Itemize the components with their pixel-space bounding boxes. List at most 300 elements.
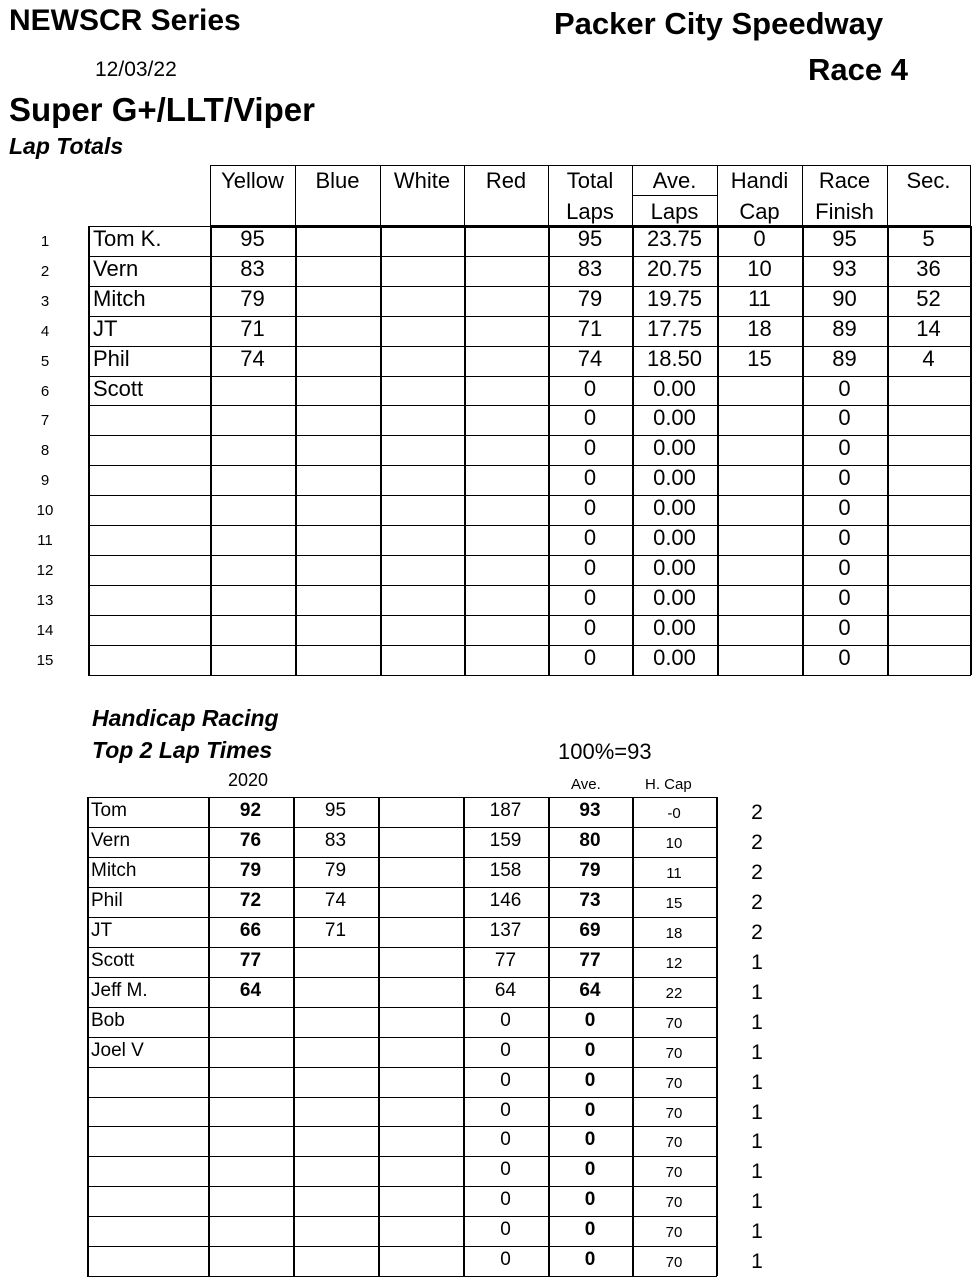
- hc-count: 2: [751, 830, 763, 854]
- lap-cell-handicap: [717, 643, 802, 673]
- hc-cell-ave: 73: [579, 889, 601, 911]
- hc-cell-sum: 77: [494, 949, 517, 971]
- lap-cell-finish: 0: [838, 644, 851, 670]
- lap-cell-name: [88, 493, 210, 523]
- lap-cell-finish: 0: [838, 435, 851, 461]
- hc-cell-t2020: [208, 1245, 293, 1275]
- hc-count: 1: [751, 1130, 763, 1154]
- lap-cell-handicap: [717, 553, 802, 583]
- hc-cell-sum: 158: [489, 859, 522, 881]
- lap-cell-ave: 0.00: [653, 584, 696, 610]
- hc-count: 2: [751, 801, 763, 824]
- lap-cell-white: [380, 403, 464, 433]
- hc-cell-name: Tom: [91, 800, 127, 821]
- header-7-top: Race: [818, 168, 871, 193]
- lap-cell-name: Mitch: [93, 285, 146, 311]
- row-number: 15: [36, 651, 54, 669]
- lap-cell-handicap: [717, 433, 802, 463]
- hc-cell-name: Bob: [91, 1009, 125, 1031]
- lap-cell-total: 0: [583, 435, 597, 461]
- lap-cell-ave: 0.00: [653, 435, 696, 461]
- hc-cell-name: [87, 1125, 208, 1155]
- hc-cell-sum: 0: [500, 1009, 511, 1031]
- hc-cell-blank: [378, 1155, 463, 1185]
- lap-cell-red: [464, 583, 548, 613]
- lap-cell-handicap: 18: [747, 315, 772, 341]
- lap-cell-blue: [295, 224, 380, 254]
- hc-cell-hcap: 70: [665, 1104, 683, 1122]
- lap-cell-white: [380, 314, 464, 344]
- hc-cell-t2: 71: [324, 919, 347, 941]
- lap-cell-white: [380, 224, 464, 254]
- lap-cell-blue: [295, 403, 380, 433]
- lap-cell-white: [380, 374, 464, 404]
- lap-cell-finish: 89: [832, 345, 857, 371]
- lap-cell-white: [380, 284, 464, 314]
- lap-cell-handicap: [717, 403, 802, 433]
- lap-totals-title: Lap Totals: [9, 133, 124, 159]
- lap-cell-red: [464, 463, 548, 493]
- lap-cell-white: [380, 344, 464, 374]
- hc-count: 1: [751, 1040, 763, 1064]
- lap-cell-total: 0: [583, 405, 597, 431]
- hc-count: 2: [751, 920, 763, 944]
- lap-cell-total: 0: [583, 644, 597, 670]
- hc-cell-t2020: [208, 1066, 293, 1096]
- lap-cell-blue: [295, 433, 380, 463]
- hc-cell-ave: 0: [584, 1189, 596, 1211]
- hc-cell-name: Scott: [91, 949, 135, 971]
- hc-cell-blank: [378, 1185, 463, 1215]
- hc-cell-sum: 0: [500, 1099, 511, 1121]
- lap-cell-white: [380, 613, 464, 643]
- hc-cell-blank: [378, 886, 463, 916]
- lap-cell-total: 0: [583, 375, 597, 401]
- lap-cell-finish: 0: [838, 614, 851, 640]
- lap-cell-name: [88, 643, 210, 673]
- hc-cell-hcap: 70: [665, 1224, 683, 1242]
- hc-cell-name: Mitch: [91, 859, 137, 881]
- lap-cell-yellow: [210, 493, 295, 523]
- hc-cell-blank: [378, 1006, 463, 1036]
- lap-cell-sec: [887, 553, 970, 583]
- hc-cell-t2: [293, 946, 378, 976]
- lap-cell-sec: [887, 643, 970, 673]
- header-5-top: Ave.: [652, 168, 697, 193]
- hc-count: 2: [751, 860, 763, 884]
- header-8-bottom: [887, 196, 970, 226]
- hc-cell-ave: 0: [584, 1009, 596, 1031]
- hc-cell-hcap: 15: [665, 894, 683, 912]
- lap-cell-yellow: [210, 403, 295, 433]
- header-6-top: Handi: [730, 168, 789, 193]
- hc-cell-t2: 95: [324, 800, 347, 821]
- lap-cell-handicap: 11: [748, 285, 771, 311]
- lap-cell-red: [464, 553, 548, 583]
- lap-cell-ave: 18.50: [646, 345, 703, 371]
- lap-cell-yellow: [210, 463, 295, 493]
- hc-cell-sum: 0: [500, 1069, 511, 1091]
- hc-cell-ave: 0: [584, 1249, 596, 1271]
- lap-cell-sec: [887, 403, 970, 433]
- lap-cell-blue: [295, 493, 380, 523]
- lap-cell-yellow: 71: [240, 315, 265, 341]
- lap-cell-yellow: 83: [240, 255, 265, 281]
- hc-cell-hcap: 22: [665, 984, 683, 1002]
- lap-cell-red: [464, 224, 548, 254]
- hc-cell-ave: 64: [579, 979, 601, 1001]
- hc-cell-t2020: [208, 1006, 293, 1036]
- header-8-top: Sec.: [906, 168, 951, 193]
- lap-cell-red: [464, 433, 548, 463]
- hc-cell-hcap: 12: [665, 954, 683, 972]
- lap-cell-total: 0: [583, 614, 597, 640]
- handicap-subtitle: Top 2 Lap Times: [92, 737, 273, 763]
- lap-cell-ave: 0.00: [653, 525, 696, 550]
- hc-cell-name: [87, 1066, 208, 1096]
- lap-cell-white: [380, 254, 464, 284]
- hc-cell-blank: [378, 796, 463, 826]
- row-number: 9: [40, 472, 50, 490]
- row-number: 8: [40, 442, 50, 460]
- percent-note: 100%=93: [558, 739, 652, 764]
- lap-cell-yellow: [210, 553, 295, 583]
- lap-cell-blue: [295, 254, 380, 284]
- lap-cell-red: [464, 344, 548, 374]
- lap-cell-yellow: 95: [240, 226, 265, 251]
- hc-cell-blank: [378, 946, 463, 976]
- lap-cell-ave: 0.00: [653, 405, 696, 431]
- lap-cell-yellow: 79: [240, 285, 265, 311]
- lap-cell-name: [88, 433, 210, 463]
- handicap-title: Handicap Racing: [92, 705, 279, 731]
- lap-cell-name: Tom K.: [93, 226, 162, 251]
- lap-cell-total: 71: [577, 315, 603, 341]
- lap-cell-sec: [887, 374, 970, 404]
- lap-cell-red: [464, 403, 548, 433]
- lap-cell-name: [88, 553, 210, 583]
- lap-cell-sec: 52: [916, 285, 941, 311]
- row-number: 1: [40, 233, 50, 250]
- hc-cell-sum: 0: [500, 1039, 511, 1061]
- hc-cell-ave: 80: [579, 829, 601, 851]
- lap-cell-handicap: 0: [753, 226, 766, 251]
- lap-cell-name: [88, 583, 210, 613]
- hc-cell-t2: 74: [324, 889, 347, 911]
- header-7-bottom: Finish: [815, 199, 874, 224]
- hc-cell-t2: [293, 976, 378, 1006]
- hc-cell-t2: [293, 1155, 378, 1185]
- lap-cell-finish: 0: [838, 495, 851, 521]
- hc-cell-ave: 0: [584, 1219, 596, 1241]
- hc-cell-t2020: 66: [239, 919, 262, 941]
- year-label: 2020: [228, 770, 269, 790]
- lap-cell-yellow: [210, 374, 295, 404]
- hc-cell-sum: 159: [489, 829, 522, 851]
- hc-cell-blank: [378, 1066, 463, 1096]
- hc-cell-ave: 69: [579, 919, 601, 941]
- lap-cell-blue: [295, 553, 380, 583]
- lap-cell-finish: 0: [838, 525, 851, 550]
- lap-cell-finish: 0: [838, 375, 851, 401]
- hc-count: 1: [751, 1250, 763, 1274]
- hc-count: 1: [751, 1220, 763, 1244]
- lap-cell-sec: 5: [922, 226, 935, 251]
- lap-cell-sec: 36: [916, 255, 941, 281]
- hc-cell-ave: 77: [579, 949, 601, 971]
- lap-cell-red: [464, 284, 548, 314]
- lap-cell-handicap: [717, 374, 802, 404]
- hc-cell-t2020: [208, 1185, 293, 1215]
- hc-cell-t2: [293, 1036, 378, 1066]
- lap-cell-sec: [887, 613, 970, 643]
- hc-count: 2: [751, 890, 763, 914]
- lap-cell-white: [380, 583, 464, 613]
- lap-cell-finish: 89: [832, 315, 857, 341]
- hc-cell-name: [87, 1245, 208, 1275]
- lap-cell-name: Scott: [93, 375, 144, 401]
- row-number: 6: [40, 382, 50, 400]
- hc-cell-sum: 0: [500, 1129, 511, 1151]
- hc-cell-t2020: [208, 1155, 293, 1185]
- hc-cell-name: Phil: [91, 889, 123, 911]
- hc-cell-sum: 0: [500, 1219, 511, 1241]
- hc-cell-name: [87, 1185, 208, 1215]
- lap-cell-finish: 0: [838, 554, 851, 580]
- lap-cell-total: 74: [577, 345, 603, 371]
- lap-cell-handicap: [717, 523, 802, 553]
- hc-cell-ave: 0: [584, 1129, 596, 1151]
- hc-cell-hcap: 10: [665, 834, 683, 852]
- hc-cell-t2020: [208, 1096, 293, 1126]
- hc-cell-t2020: 77: [239, 949, 262, 971]
- lap-cell-finish: 0: [838, 465, 851, 491]
- hc-cell-t2020: 79: [239, 859, 262, 881]
- hc-row-divider: [87, 1276, 717, 1277]
- hc-cell-t2020: [208, 1215, 293, 1245]
- lap-cell-white: [380, 523, 464, 553]
- lap-cell-finish: 93: [832, 255, 857, 281]
- header-5-bottom: Laps: [650, 199, 699, 224]
- lap-cell-name: [88, 463, 210, 493]
- row-number: 13: [36, 591, 54, 609]
- lap-cell-red: [464, 643, 548, 673]
- hc-cell-ave: 0: [584, 1159, 596, 1181]
- hc-cell-t2: [293, 1096, 378, 1126]
- row-number: 7: [40, 412, 50, 430]
- race-number: Race 4: [808, 52, 908, 87]
- lap-cell-sec: [887, 433, 970, 463]
- lap-cell-blue: [295, 463, 380, 493]
- hc-cell-hcap: 18: [665, 924, 683, 942]
- header-0-top: Yellow: [221, 168, 284, 193]
- lap-cell-ave: 0.00: [653, 644, 696, 670]
- lap-cell-yellow: [210, 613, 295, 643]
- lap-cell-red: [464, 374, 548, 404]
- lap-cell-white: [380, 553, 464, 583]
- hc-cell-t2: 79: [324, 859, 347, 881]
- hc-cell-name: [87, 1096, 208, 1126]
- lap-cell-total: 95: [577, 226, 603, 251]
- hc-cell-sum: 187: [489, 800, 522, 821]
- lap-cell-yellow: 74: [240, 345, 265, 371]
- lap-cell-blue: [295, 314, 380, 344]
- lap-cell-blue: [295, 583, 380, 613]
- hc-cell-name: Jeff M.: [91, 979, 148, 1001]
- lap-cell-ave: 0.00: [653, 614, 696, 640]
- lap-cell-finish: 0: [838, 405, 851, 431]
- hc-cell-hcap: 70: [665, 1074, 683, 1092]
- hc-cell-hcap: 70: [665, 1134, 683, 1152]
- lap-cell-sec: [887, 583, 970, 613]
- lap-cell-red: [464, 613, 548, 643]
- lap-cell-blue: [295, 523, 380, 553]
- hc-count: 1: [751, 1010, 763, 1034]
- lap-cell-blue: [295, 613, 380, 643]
- lap-cell-handicap: 10: [747, 255, 772, 281]
- track-name: Packer City Speedway: [554, 6, 884, 41]
- hc-cell-hcap: 11: [666, 864, 682, 882]
- hc-count: 1: [751, 950, 763, 974]
- lap-cell-yellow: [210, 583, 295, 613]
- lap-cell-blue: [295, 643, 380, 673]
- hc-cell-t2020: 76: [239, 829, 262, 851]
- header-2-top: White: [393, 168, 451, 193]
- hc-cell-blank: [378, 1245, 463, 1275]
- header-6-bottom: Cap: [739, 199, 780, 224]
- race-date: 12/03/22: [95, 58, 177, 81]
- hc-cell-t2020: [208, 1036, 293, 1066]
- hc-cell-t2020: 72: [239, 889, 262, 911]
- hc-cell-blank: [378, 916, 463, 946]
- hc-cell-name: Vern: [91, 829, 131, 851]
- hc-cell-ave: 0: [584, 1039, 596, 1061]
- lap-cell-finish: 95: [832, 226, 857, 251]
- lap-cell-yellow: [210, 643, 295, 673]
- lap-cell-name: [88, 613, 210, 643]
- hc-cell-name: Joel V: [91, 1039, 144, 1061]
- hc-cell-name: JT: [91, 919, 113, 941]
- hc-cell-name: [87, 1215, 208, 1245]
- row-number: 10: [36, 502, 54, 520]
- header-4-top: Total: [566, 168, 614, 193]
- lap-cell-name: [88, 403, 210, 433]
- class-title: Super G+/LLT/Viper: [9, 91, 315, 128]
- lap-cell-sec: 14: [916, 315, 941, 341]
- lap-cell-red: [464, 254, 548, 284]
- lap-cell-yellow: [210, 523, 295, 553]
- lap-cell-total: 0: [583, 584, 597, 610]
- hc-cell-sum: 0: [500, 1189, 511, 1211]
- hc-cell-ave: 93: [579, 800, 601, 821]
- lap-cell-sec: [887, 523, 970, 553]
- lap-cell-finish: 0: [838, 584, 851, 610]
- lap-cell-handicap: [717, 583, 802, 613]
- row-number: 12: [36, 561, 54, 579]
- lap-cell-sec: [887, 463, 970, 493]
- row-number: 11: [37, 532, 53, 549]
- lap-cell-total: 0: [583, 554, 597, 580]
- header-2-bottom: [380, 196, 464, 226]
- lap-cell-name: [88, 523, 210, 553]
- hc-cell-sum: 0: [500, 1159, 511, 1181]
- hc-cell-t2020: 92: [239, 800, 262, 821]
- lap-cell-yellow: [210, 433, 295, 463]
- hc-cell-hcap: 70: [665, 1254, 683, 1272]
- lap-cell-total: 0: [583, 495, 597, 521]
- hcap-label: H. Cap: [645, 776, 692, 793]
- hc-cell-t2: [293, 1066, 378, 1096]
- hc-cell-ave: 0: [584, 1099, 596, 1121]
- hc-cell-hcap: 70: [665, 1164, 683, 1182]
- lap-cell-ave: 0.00: [653, 465, 696, 491]
- lap-cell-handicap: [717, 493, 802, 523]
- hc-cell-blank: [378, 1036, 463, 1066]
- lap-cell-handicap: 15: [747, 345, 772, 371]
- lap-cell-ave: 0.00: [653, 554, 696, 580]
- lap-cell-total: 83: [577, 255, 603, 281]
- lap-cell-blue: [295, 344, 380, 374]
- header-3-top: Red: [485, 168, 527, 193]
- hc-cell-t2: 83: [324, 829, 347, 851]
- hc-cell-t2020: 64: [239, 979, 262, 1001]
- lap-cell-total: 0: [583, 525, 597, 550]
- lap-cell-total: 79: [577, 285, 603, 311]
- hc-cell-blank: [378, 1125, 463, 1155]
- hc-cell-ave: 0: [584, 1069, 596, 1091]
- header-4-bottom: Laps: [566, 199, 614, 224]
- lap-cell-sec: 4: [922, 345, 935, 371]
- header-3-bottom: [464, 196, 548, 226]
- lap-cell-blue: [295, 374, 380, 404]
- hc-count: 1: [751, 1100, 763, 1124]
- lap-cell-white: [380, 433, 464, 463]
- hc-cell-sum: 64: [494, 979, 517, 1001]
- lap-cell-handicap: [717, 463, 802, 493]
- hc-cell-hcap: 70: [665, 1014, 683, 1032]
- lap-cell-ave: 20.75: [646, 255, 703, 281]
- header-0-bottom: [210, 196, 295, 226]
- row-number: 3: [40, 292, 50, 310]
- hc-cell-t2: [293, 1125, 378, 1155]
- hc-cell-t2: [293, 1006, 378, 1036]
- lap-cell-handicap: [717, 613, 802, 643]
- lap-cell-ave: 0.00: [653, 495, 696, 521]
- hc-cell-t2: [293, 1245, 378, 1275]
- lap-cell-white: [380, 643, 464, 673]
- lap-cell-ave: 23.75: [646, 226, 703, 251]
- lap-cell-ave: 19.75: [646, 285, 703, 311]
- hc-cell-blank: [378, 1096, 463, 1126]
- column-divider: [970, 226, 972, 675]
- lap-cell-white: [380, 463, 464, 493]
- hc-cell-ave: 79: [579, 859, 601, 881]
- lap-cell-ave: 0.00: [653, 375, 696, 401]
- hc-cell-t2: [293, 1185, 378, 1215]
- hc-cell-t2020: [208, 1125, 293, 1155]
- lap-cell-name: Phil: [93, 345, 130, 371]
- hc-cell-t2: [293, 1215, 378, 1245]
- header-1-top: Blue: [315, 168, 360, 193]
- lap-cell-finish: 90: [832, 285, 857, 311]
- hc-count: 1: [751, 1160, 763, 1184]
- header-divider: [970, 165, 971, 226]
- row-number: 5: [40, 352, 50, 370]
- lap-cell-blue: [295, 284, 380, 314]
- lap-cell-red: [464, 493, 548, 523]
- lap-cell-name: JT: [93, 315, 118, 341]
- lap-cell-name: Vern: [93, 255, 139, 281]
